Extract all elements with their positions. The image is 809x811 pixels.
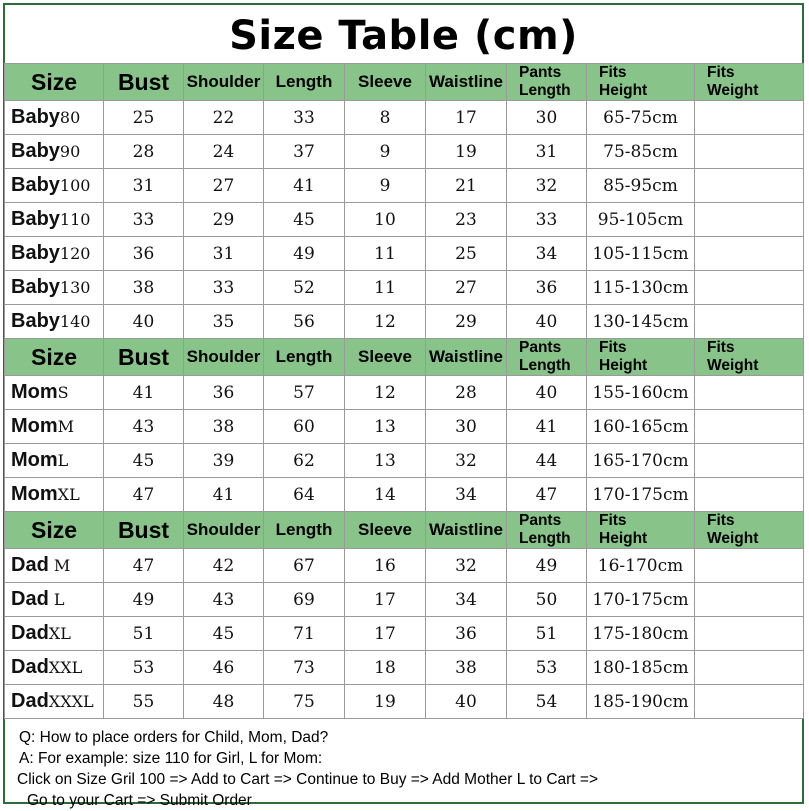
header-length: Length [264, 64, 345, 101]
bust-cell: 40 [104, 305, 184, 339]
size-value: 130 [59, 278, 91, 297]
header-fits-weight [695, 339, 804, 376]
length-cell: 52 [264, 271, 345, 305]
header-shoulder: Shoulder [184, 339, 264, 376]
fits-height-cell: 95-105cm [587, 203, 695, 237]
sleeve-cell: 12 [345, 305, 426, 339]
size-group-label: Baby [11, 106, 60, 128]
sleeve-cell: 14 [345, 478, 426, 512]
header-fits-height-line: Height [599, 357, 648, 374]
shoulder-cell: 33 [184, 271, 264, 305]
fits-weight-cell [695, 651, 804, 685]
sleeve-cell: 17 [345, 617, 426, 651]
length-cell: 73 [264, 651, 345, 685]
size-cell [5, 101, 104, 135]
header-size: Size [5, 339, 104, 376]
size-group-label: Baby [11, 140, 60, 162]
pants-length-cell: 30 [507, 101, 587, 135]
size-value: 80 [59, 108, 81, 127]
bust-cell: 47 [104, 478, 184, 512]
fits-height-cell: 160-165cm [587, 410, 695, 444]
sleeve-cell: 10 [345, 203, 426, 237]
fits-weight-cell [695, 478, 804, 512]
header-row [5, 512, 804, 549]
bust-cell: 51 [104, 617, 184, 651]
pants-length-cell: 40 [507, 305, 587, 339]
header-pants-length [507, 64, 587, 101]
order-question: Q: How to place orders for Child, Mom, Dad? [19, 729, 329, 746]
bust-cell: 55 [104, 685, 184, 719]
header-pants-length-line: Pants [519, 339, 562, 356]
header-pants-length-line: Pants [519, 64, 562, 81]
table-row [5, 410, 804, 444]
size-group-label: Mom [11, 449, 58, 471]
size-cell [5, 444, 104, 478]
table-row [5, 685, 804, 719]
pants-length-cell: 32 [507, 169, 587, 203]
pants-length-cell: 36 [507, 271, 587, 305]
pants-length-cell: 41 [507, 410, 587, 444]
fits-weight-cell [695, 271, 804, 305]
shoulder-cell: 38 [184, 410, 264, 444]
table-row [5, 203, 804, 237]
header-fits-weight [695, 512, 804, 549]
fits-height-cell: 75-85cm [587, 135, 695, 169]
waistline-cell: 29 [426, 305, 507, 339]
waistline-cell: 28 [426, 376, 507, 410]
shoulder-cell: 45 [184, 617, 264, 651]
size-group-label: Dad [11, 690, 49, 712]
fits-height-cell: 105-115cm [587, 237, 695, 271]
header-fits-height-line: Fits [599, 512, 627, 529]
size-value: M [48, 556, 71, 575]
sleeve-cell: 12 [345, 376, 426, 410]
table-row [5, 305, 804, 339]
length-cell: 41 [264, 169, 345, 203]
pants-length-cell: 54 [507, 685, 587, 719]
header-pants-length-line: Length [519, 530, 571, 547]
size-cell [5, 549, 104, 583]
shoulder-cell: 31 [184, 237, 264, 271]
pants-length-cell: 53 [507, 651, 587, 685]
shoulder-cell: 41 [184, 478, 264, 512]
bust-cell: 49 [104, 583, 184, 617]
fits-weight-cell [695, 617, 804, 651]
shoulder-cell: 36 [184, 376, 264, 410]
fits-weight-cell [695, 237, 804, 271]
waistline-cell: 27 [426, 271, 507, 305]
size-value: M [57, 417, 75, 436]
fits-height-cell: 170-175cm [587, 478, 695, 512]
pants-length-cell: 50 [507, 583, 587, 617]
size-value: XXL [48, 658, 83, 677]
size-cell [5, 305, 104, 339]
header-fits-weight-line: Weight [707, 530, 759, 547]
size-value: 90 [59, 142, 81, 161]
header-bust: Bust [104, 339, 184, 376]
size-cell [5, 478, 104, 512]
size-value: S [57, 383, 69, 402]
header-fits-weight [695, 64, 804, 101]
size-value: XL [57, 485, 80, 504]
header-sleeve: Sleeve [345, 64, 426, 101]
table-row [5, 549, 804, 583]
header-fits-height-line: Fits [599, 64, 627, 81]
size-value: L [48, 590, 65, 609]
length-cell: 64 [264, 478, 345, 512]
header-length: Length [264, 339, 345, 376]
pants-length-cell: 31 [507, 135, 587, 169]
fits-height-cell: 65-75cm [587, 101, 695, 135]
size-value: XL [48, 624, 71, 643]
size-group-label: Mom [11, 483, 58, 505]
size-table [4, 63, 804, 719]
fits-weight-cell [695, 549, 804, 583]
size-cell [5, 135, 104, 169]
bust-cell: 28 [104, 135, 184, 169]
header-pants-length [507, 339, 587, 376]
header-pants-length [507, 512, 587, 549]
size-cell [5, 685, 104, 719]
table-row [5, 444, 804, 478]
sleeve-cell: 17 [345, 583, 426, 617]
waistline-cell: 17 [426, 101, 507, 135]
table-row [5, 376, 804, 410]
fits-weight-cell [695, 101, 804, 135]
fits-height-cell: 170-175cm [587, 583, 695, 617]
bust-cell: 38 [104, 271, 184, 305]
sleeve-cell: 11 [345, 237, 426, 271]
size-group-label: Baby [11, 174, 60, 196]
bust-cell: 43 [104, 410, 184, 444]
order-steps-line-2: Go to your Cart => Submit Order [27, 792, 252, 809]
size-value: L [57, 451, 69, 470]
header-sleeve: Sleeve [345, 339, 426, 376]
header-fits-weight-line: Fits [707, 512, 735, 529]
waistline-cell: 34 [426, 478, 507, 512]
size-group-label: Baby [11, 276, 60, 298]
size-cell [5, 376, 104, 410]
table-row [5, 271, 804, 305]
size-group-label: Baby [11, 310, 60, 332]
fits-height-cell: 155-160cm [587, 376, 695, 410]
pants-length-cell: 51 [507, 617, 587, 651]
length-cell: 45 [264, 203, 345, 237]
page-title: Size Table (cm) [229, 13, 578, 59]
bust-cell: 25 [104, 101, 184, 135]
shoulder-cell: 46 [184, 651, 264, 685]
table-row [5, 135, 804, 169]
header-waistline: Waistline [426, 339, 507, 376]
header-bust: Bust [104, 512, 184, 549]
fits-height-cell: 165-170cm [587, 444, 695, 478]
pants-length-cell: 40 [507, 376, 587, 410]
waistline-cell: 38 [426, 651, 507, 685]
sleeve-cell: 16 [345, 549, 426, 583]
waistline-cell: 40 [426, 685, 507, 719]
length-cell: 62 [264, 444, 345, 478]
header-length: Length [264, 512, 345, 549]
header-fits-height [587, 512, 695, 549]
header-shoulder: Shoulder [184, 512, 264, 549]
fits-height-cell: 175-180cm [587, 617, 695, 651]
header-fits-weight-line: Weight [707, 82, 759, 99]
waistline-cell: 34 [426, 583, 507, 617]
header-waistline: Waistline [426, 64, 507, 101]
size-group-label: Dad [11, 622, 49, 644]
header-fits-height-line: Height [599, 82, 648, 99]
bust-cell: 41 [104, 376, 184, 410]
pants-length-cell: 44 [507, 444, 587, 478]
header-sleeve: Sleeve [345, 512, 426, 549]
size-group-label: Mom [11, 381, 58, 403]
size-cell [5, 203, 104, 237]
size-group-label: Dad [11, 656, 49, 678]
header-fits-weight-line: Fits [707, 339, 735, 356]
header-fits-height-line: Height [599, 530, 648, 547]
table-row [5, 583, 804, 617]
shoulder-cell: 43 [184, 583, 264, 617]
table-row [5, 169, 804, 203]
size-cell [5, 651, 104, 685]
fits-height-cell: 185-190cm [587, 685, 695, 719]
size-group-label: Dad [11, 588, 49, 610]
fits-height-cell: 85-95cm [587, 169, 695, 203]
size-cell [5, 169, 104, 203]
fits-weight-cell [695, 305, 804, 339]
header-size: Size [5, 512, 104, 549]
bust-cell: 31 [104, 169, 184, 203]
size-group-label: Baby [11, 242, 60, 264]
length-cell: 67 [264, 549, 345, 583]
size-value: 100 [59, 176, 91, 195]
sleeve-cell: 13 [345, 410, 426, 444]
bust-cell: 47 [104, 549, 184, 583]
shoulder-cell: 29 [184, 203, 264, 237]
bust-cell: 53 [104, 651, 184, 685]
size-cell [5, 617, 104, 651]
length-cell: 56 [264, 305, 345, 339]
waistline-cell: 21 [426, 169, 507, 203]
bust-cell: 33 [104, 203, 184, 237]
fits-weight-cell [695, 444, 804, 478]
size-value: 110 [59, 210, 91, 229]
table-row [5, 101, 804, 135]
header-fits-weight-line: Fits [707, 64, 735, 81]
waistline-cell: 32 [426, 444, 507, 478]
header-pants-length-line: Length [519, 82, 571, 99]
table-row [5, 478, 804, 512]
length-cell: 57 [264, 376, 345, 410]
sleeve-cell: 18 [345, 651, 426, 685]
header-row [5, 339, 804, 376]
shoulder-cell: 35 [184, 305, 264, 339]
length-cell: 75 [264, 685, 345, 719]
header-fits-height-line: Fits [599, 339, 627, 356]
size-value: XXXL [48, 692, 94, 711]
length-cell: 37 [264, 135, 345, 169]
length-cell: 60 [264, 410, 345, 444]
fits-weight-cell [695, 169, 804, 203]
size-group-label: Dad [11, 554, 49, 576]
header-fits-weight-line: Weight [707, 357, 759, 374]
size-group-label: Baby [11, 208, 60, 230]
size-cell [5, 410, 104, 444]
fits-weight-cell [695, 203, 804, 237]
pants-length-cell: 49 [507, 549, 587, 583]
sleeve-cell: 9 [345, 135, 426, 169]
shoulder-cell: 42 [184, 549, 264, 583]
size-group-label: Mom [11, 415, 58, 437]
pants-length-cell: 47 [507, 478, 587, 512]
fits-height-cell: 180-185cm [587, 651, 695, 685]
length-cell: 33 [264, 101, 345, 135]
fits-weight-cell [695, 135, 804, 169]
table-row [5, 617, 804, 651]
size-cell [5, 583, 104, 617]
shoulder-cell: 22 [184, 101, 264, 135]
order-answer: A: For example: size 110 for Girl, L for Mom: [19, 750, 323, 767]
size-chart-frame [3, 3, 804, 809]
fits-weight-cell [695, 410, 804, 444]
header-fits-height [587, 339, 695, 376]
header-pants-length-line: Length [519, 357, 571, 374]
header-size: Size [5, 64, 104, 101]
shoulder-cell: 48 [184, 685, 264, 719]
header-pants-length-line: Pants [519, 512, 562, 529]
length-cell: 49 [264, 237, 345, 271]
length-cell: 69 [264, 583, 345, 617]
shoulder-cell: 24 [184, 135, 264, 169]
bust-cell: 36 [104, 237, 184, 271]
waistline-cell: 23 [426, 203, 507, 237]
table-row [5, 651, 804, 685]
size-value: 140 [59, 312, 91, 331]
waistline-cell: 25 [426, 237, 507, 271]
header-bust: Bust [104, 64, 184, 101]
order-instructions [5, 719, 802, 811]
order-steps-line-1: Click on Size Gril 100 => Add to Cart => Continue to Buy => Add Mother L to Cart => [17, 771, 599, 788]
sleeve-cell: 19 [345, 685, 426, 719]
size-cell [5, 271, 104, 305]
sleeve-cell: 9 [345, 169, 426, 203]
fits-height-cell: 130-145cm [587, 305, 695, 339]
header-shoulder: Shoulder [184, 64, 264, 101]
size-cell [5, 237, 104, 271]
sleeve-cell: 8 [345, 101, 426, 135]
bust-cell: 45 [104, 444, 184, 478]
sleeve-cell: 11 [345, 271, 426, 305]
fits-weight-cell [695, 583, 804, 617]
pants-length-cell: 33 [507, 203, 587, 237]
pants-length-cell: 34 [507, 237, 587, 271]
fits-height-cell: 16-170cm [587, 549, 695, 583]
size-value: 120 [59, 244, 91, 263]
fits-weight-cell [695, 685, 804, 719]
fits-weight-cell [695, 376, 804, 410]
fits-height-cell: 115-130cm [587, 271, 695, 305]
shoulder-cell: 27 [184, 169, 264, 203]
length-cell: 71 [264, 617, 345, 651]
table-row [5, 237, 804, 271]
header-waistline: Waistline [426, 512, 507, 549]
waistline-cell: 19 [426, 135, 507, 169]
waistline-cell: 32 [426, 549, 507, 583]
waistline-cell: 30 [426, 410, 507, 444]
shoulder-cell: 39 [184, 444, 264, 478]
header-fits-height [587, 64, 695, 101]
sleeve-cell: 13 [345, 444, 426, 478]
waistline-cell: 36 [426, 617, 507, 651]
header-row [5, 64, 804, 101]
